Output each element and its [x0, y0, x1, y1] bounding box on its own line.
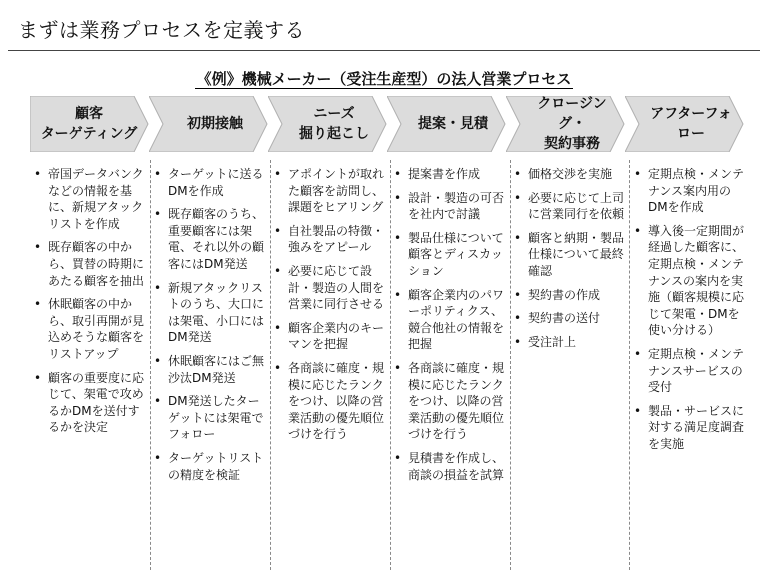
task-item: • アポイントが取れた顧客を訪問し、課題をヒアリング: [272, 166, 384, 216]
task-item: • 顧客の重要度に応じて、架電で攻めるかDMを送付するかを決定: [32, 370, 144, 436]
process-step-tasks-1: [32, 166, 144, 443]
title-divider: [8, 50, 760, 51]
process-step-label-line: 初期接触: [187, 116, 243, 132]
task-item: • 顧客企業内のパワーポリティクス、競合他社の情報を把握: [392, 287, 504, 353]
process-step-label-line: 提案・見積: [418, 116, 488, 132]
process-step-label: [156, 114, 274, 134]
task-item: • 新規アタックリストのうち、大口には架電、小口にはDM発送: [152, 280, 264, 346]
column-divider: [510, 160, 511, 570]
task-item: • 各商談に確度・規模に応じたランクをつけ、以降の営業活動の優先順位づけを行う: [392, 360, 504, 443]
process-step-label: [37, 104, 155, 144]
task-item: • 既存顧客のうち、重要顧客には架電、それ以外の顧客にはDM発送: [152, 206, 264, 272]
task-list: [272, 166, 384, 443]
task-item: • 休眠顧客の中から、取引再開が見込めそうな顧客をリストアップ: [32, 296, 144, 362]
task-item: • 定期点検・メンテナンスサービスの受付: [632, 346, 744, 396]
task-item: • 価格交渉を実施: [512, 166, 624, 183]
process-step-label: [275, 104, 393, 144]
column-divider: [629, 160, 630, 570]
task-item: • ターゲットに送るDMを作成: [152, 166, 264, 199]
task-item: • 定期点検・メンテナンス案内用のDMを作成: [632, 166, 744, 216]
process-step-3: [268, 96, 400, 152]
process-step-tasks-2: [152, 166, 264, 490]
process-step-tasks-3: [272, 166, 384, 450]
task-list: [152, 166, 264, 483]
process-step-label-line: 顧客: [75, 106, 103, 122]
task-item: • 帝国データバンクなどの情報を基に、新規アタックリストを作成: [32, 166, 144, 232]
task-item: • 顧客と納期・製品仕様について最終確認: [512, 230, 624, 280]
process-subtitle: [0, 68, 768, 89]
task-item: • ターゲットリストの精度を検証: [152, 450, 264, 483]
task-item: • 提案書を作成: [392, 166, 504, 183]
task-item: • 製品・サービスに対する満足度調査を実施: [632, 403, 744, 453]
task-item: • 契約書の作成: [512, 287, 624, 304]
process-step-6: [625, 96, 757, 152]
process-step-label: [513, 94, 631, 154]
process-step-tasks-5: [512, 166, 624, 357]
process-step-label-line: ターゲティング: [40, 126, 138, 142]
process-step-label: [632, 104, 750, 144]
task-item: • 見積書を作成し、商談の損益を試算: [392, 450, 504, 483]
task-list: [512, 166, 624, 350]
task-item: • 顧客企業内のキーマンを把握: [272, 320, 384, 353]
process-subtitle-text: 《例》機械メーカー（受注生産型）の法人営業プロセス: [196, 70, 572, 88]
task-list: [32, 166, 144, 436]
process-step-label-line: アフターフォロー: [650, 106, 732, 142]
process-step-2: [149, 96, 281, 152]
task-item: • 必要に応じて上司に営業同行を依頼: [512, 190, 624, 223]
process-step-label-line: 掘り起こし: [299, 126, 369, 142]
column-divider: [270, 160, 271, 570]
process-step-4: [387, 96, 519, 152]
task-item: • 休眠顧客にはご無沙汰DM発送: [152, 353, 264, 386]
task-item: • 契約書の送付: [512, 310, 624, 327]
process-step-label-line: クロージング・: [537, 96, 607, 132]
task-item: • 製品仕様について顧客とディスカッション: [392, 230, 504, 280]
process-step-1: [30, 96, 162, 152]
task-list: [632, 166, 744, 453]
process-step-tasks-6: [632, 166, 744, 460]
task-item: • 設計・製造の可否を社内で討議: [392, 190, 504, 223]
process-step-tasks-4: [392, 166, 504, 490]
task-item: • 導入後一定期間が経過した顧客に、定期点検・メンテナンスの案内を実施（顧客規模に応じて架電・DMを使い分ける）: [632, 223, 744, 339]
process-step-5: [506, 96, 638, 152]
task-item: • 各商談に確度・規模に応じたランクをつけ、以降の営業活動の優先順位づけを行う: [272, 360, 384, 443]
task-item: • 受注計上: [512, 334, 624, 351]
task-item: • 自社製品の特徴・強みをアピール: [272, 223, 384, 256]
slide-title: まずは業務プロセスを定義する: [18, 18, 305, 42]
column-divider: [390, 160, 391, 570]
task-item: • DM発送したターゲットには架電でフォロー: [152, 393, 264, 443]
task-list: [392, 166, 504, 483]
process-step-label-line: 契約事務: [544, 136, 600, 152]
column-divider: [150, 160, 151, 570]
task-item: • 既存顧客の中から、買替の時期にあたる顧客を抽出: [32, 239, 144, 289]
task-item: • 必要に応じて設計・製造の人間を営業に同行させる: [272, 263, 384, 313]
process-step-label: [394, 114, 512, 134]
process-step-label-line: ニーズ: [313, 106, 355, 122]
process-flow: [0, 96, 768, 154]
